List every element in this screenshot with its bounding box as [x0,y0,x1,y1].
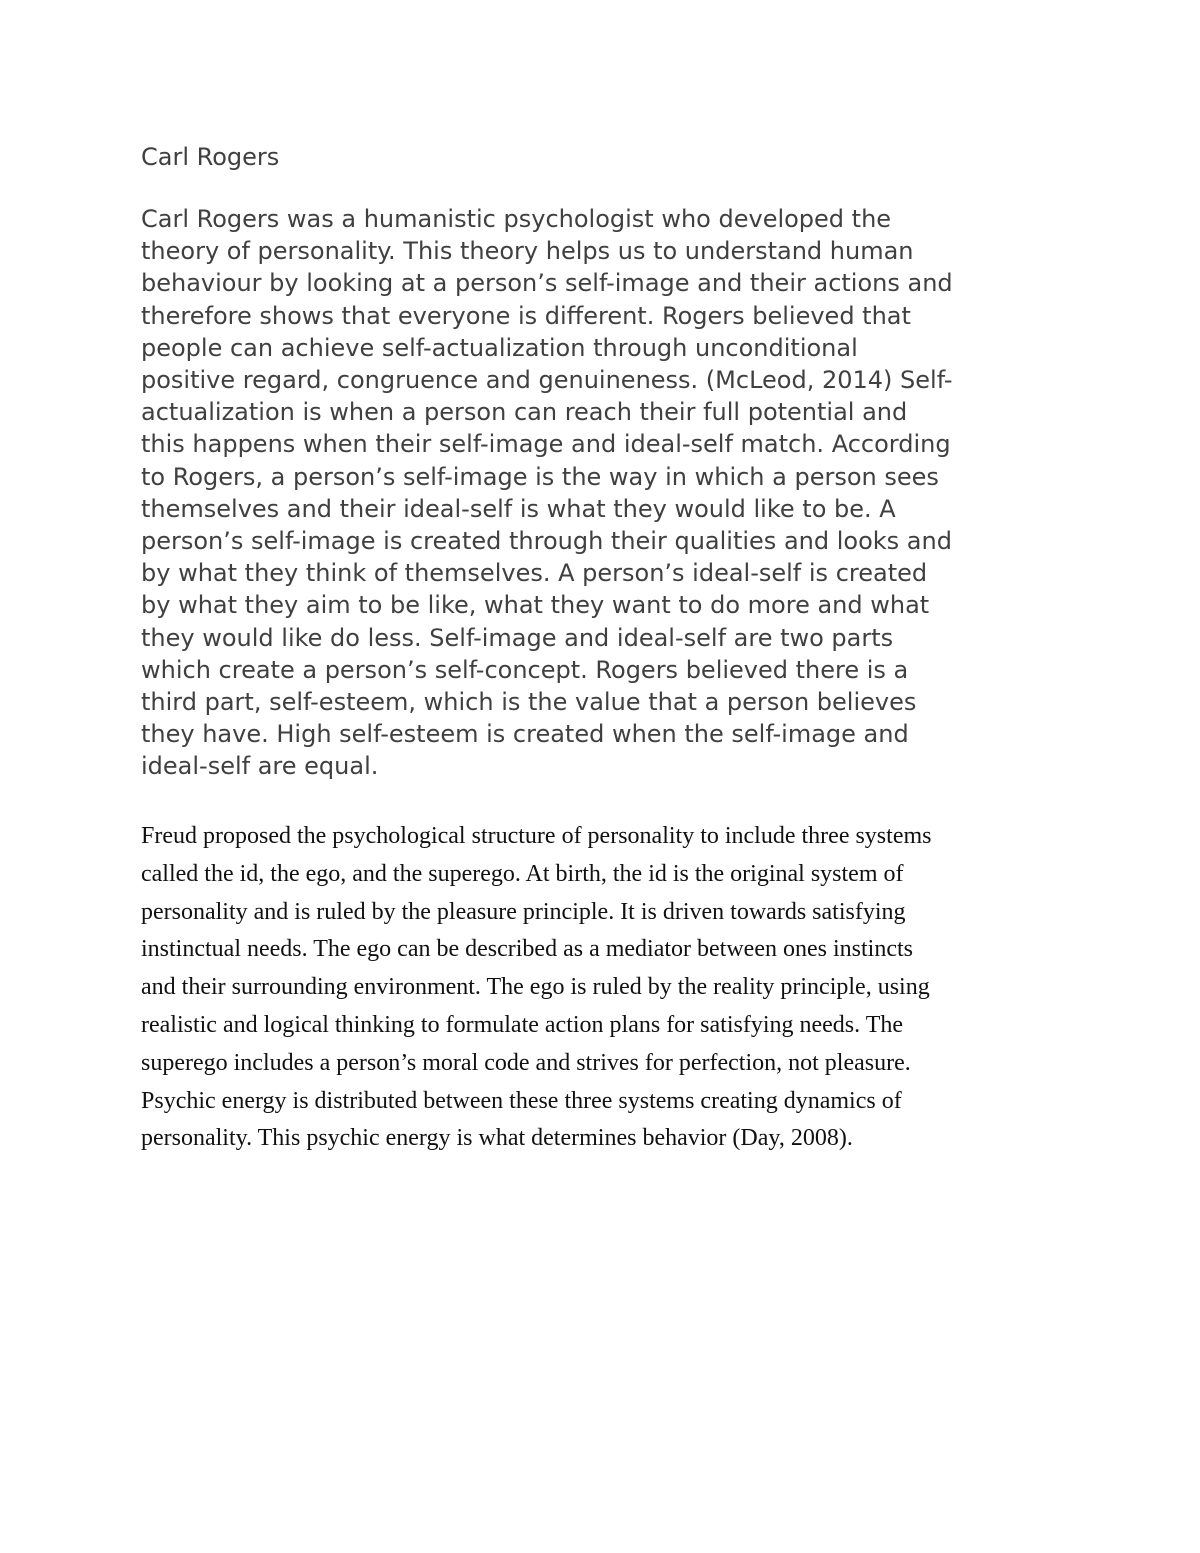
paragraph-line: Freud proposed the psychological structure of personality to include three systems [141,823,932,849]
freud-paragraph [141,818,1081,1158]
paragraph-line: by what they aim to be like, what they want to do more and what [141,591,930,620]
paragraph-line: superego includes a person’s moral code and strives for perfection, not pleasure. [141,1049,911,1076]
paragraph-line: they would like do less. Self-image and ideal-self are two parts [141,623,894,652]
paragraph-line: by what they think of themselves. A person’s ideal-self is created [141,559,928,588]
paragraph-line: actualization is when a person can reach their full potential and [141,398,908,427]
document-title: Carl Rogers [141,143,280,171]
paragraph-line: behaviour by looking at a person’s self-image and their actions and [141,269,953,298]
paragraph-line: ideal-self are equal. [141,752,379,781]
paragraph-line: Carl Rogers was a humanistic psychologist who developed the [141,205,892,233]
paragraph-line: people can achieve self-actualization through unconditional [141,333,858,362]
paragraph-line: and their surrounding environment. The ego is ruled by the reality principle, using [141,974,930,1001]
paragraph-line: called the id, the ego, and the superego. At birth, the id is the original system of [141,860,904,887]
paragraph-line: personality. This psychic energy is what determines behavior (Day, 2008). [141,1125,853,1152]
paragraph-line: realistic and logical thinking to formulate action plans for satisfying needs. The [141,1011,904,1038]
paragraph-line: they have. High self-esteem is created when the self-image and [141,720,909,749]
paragraph-line: third part, self-esteem, which is the value that a person believes [141,688,917,717]
paragraph-line: personality and is ruled by the pleasure principle. It is driven towards satisfying [141,898,906,925]
paragraph-line: which create a person’s self-concept. Rogers believed there is a [141,655,909,684]
paragraph-line: Psychic energy is distributed between these three systems creating dynamics of [141,1087,902,1114]
paragraph-line: themselves and their ideal-self is what they would like to be. A [141,494,896,523]
paragraph-line: person’s self-image is created through their qualities and looks and [141,527,952,556]
paragraph-line: to Rogers, a person’s self-image is the way in which a person sees [141,462,939,491]
paragraph-line: positive regard, congruence and genuineness. (McLeod, 2014) Self- [141,366,953,395]
paragraph-line: therefore shows that everyone is different. Rogers believed that [141,301,911,330]
paragraph-line: this happens when their self-image and ideal-self match. According [141,430,951,459]
paragraph-line: theory of personality. This theory helps us to understand human [141,237,914,266]
rogers-paragraph [141,203,1071,783]
paragraph-line: instinctual needs. The ego can be described as a mediator between ones instincts [141,936,913,963]
